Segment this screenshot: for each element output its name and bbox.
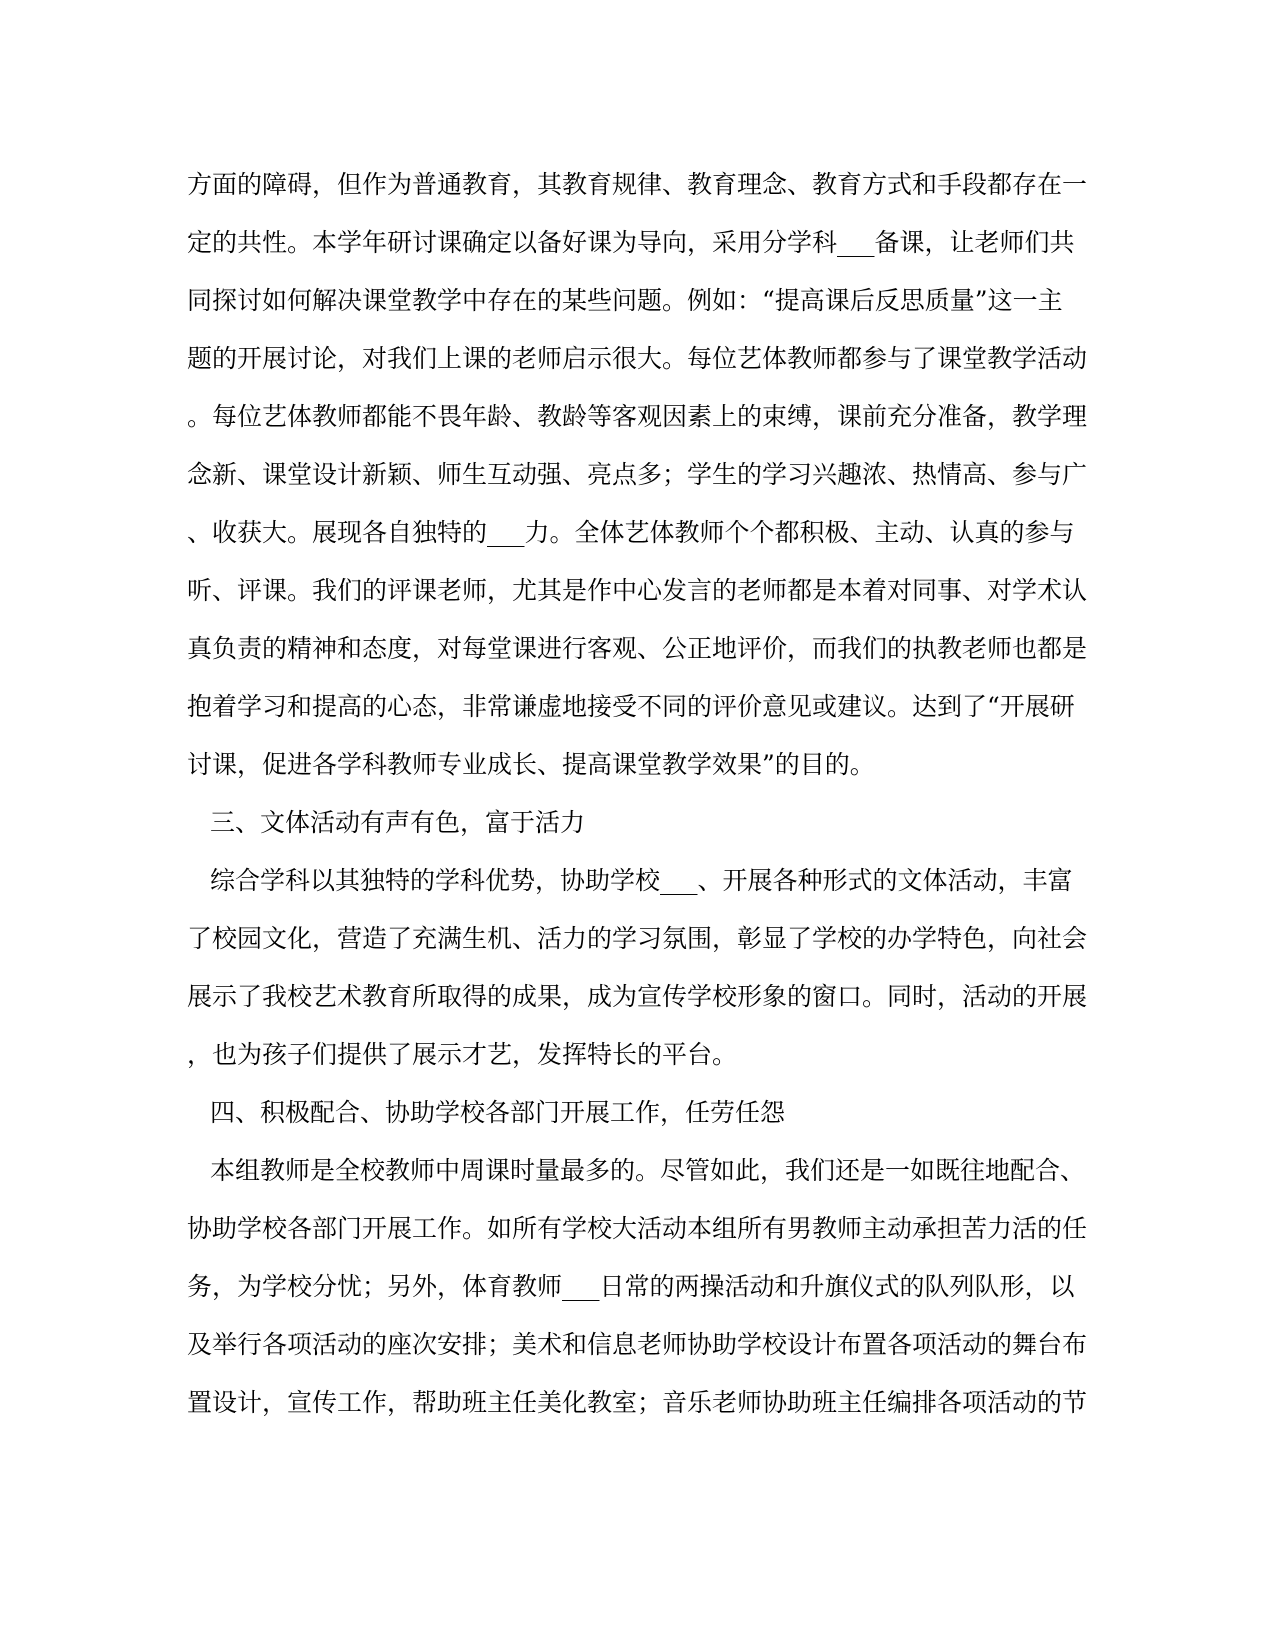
text-line: 念新、课堂设计新颖、师生互动强、亮点多；学生的学习兴趣浓、热情高、参与广	[187, 460, 1088, 489]
text-line: 本组教师是全校教师中周课时量最多的。尽管如此，我们还是一如既往地配合、	[210, 1156, 1086, 1185]
text-line: 展示了我校艺术教育所取得的成果，成为宣传学校形象的窗口。同时，活动的开展	[187, 982, 1088, 1011]
text-line: 真负责的精神和态度，对每堂课进行客观、公正地评价，而我们的执教老师也都是	[187, 634, 1088, 663]
section-heading: 三、文体活动有声有色，富于活力	[210, 808, 586, 837]
section-heading: 四、积极配合、协助学校各部门开展工作，任劳任怨	[210, 1098, 786, 1127]
text-line: 、收获大。展现各自独特的___力。全体艺体教师个个都积极、主动、认真的参与	[187, 518, 1075, 547]
text-line: 听、评课。我们的评课老师，尤其是作中心发言的老师都是本着对同事、对学术认	[187, 576, 1088, 605]
text-line: 同探讨如何解决课堂教学中存在的某些问题。例如：“提高课后反思质量”这一主	[187, 286, 1063, 315]
text-line: 。每位艺体教师都能不畏年龄、教龄等客观因素上的束缚，课前充分准备，教学理	[187, 402, 1088, 431]
text-line: 务，为学校分忧；另外，体育教师___日常的两操活动和升旗仪式的队列队形，以	[187, 1272, 1075, 1301]
text-line: 协助学校各部门开展工作。如所有学校大活动本组所有男教师主动承担苦力活的任	[187, 1214, 1088, 1243]
text-line: 讨课，促进各学科教师专业成长、提高课堂教学效果”的目的。	[187, 750, 875, 779]
text-line: 方面的障碍，但作为普通教育，其教育规律、教育理念、教育方式和手段都存在一	[187, 170, 1088, 199]
text-line: 了校园文化，营造了充满生机、活力的学习氛围，彰显了学校的办学特色，向社会	[187, 924, 1088, 953]
text-line: 综合学科以其独特的学科优势，协助学校___、开展各种形式的文体活动，丰富	[210, 866, 1073, 895]
text-line: 及举行各项活动的座次安排；美术和信息老师协助学校设计布置各项活动的舞台布	[187, 1330, 1088, 1359]
text-line: ，也为孩子们提供了展示才艺，发挥特长的平台。	[187, 1040, 738, 1069]
text-line: 定的共性。本学年研讨课确定以备好课为导向，采用分学科___备课，让老师们共	[187, 228, 1075, 257]
text-line: 题的开展讨论，对我们上课的老师启示很大。每位艺体教师都参与了课堂教学活动	[187, 344, 1088, 373]
text-line: 抱着学习和提高的心态，非常谦虚地接受不同的评价意见或建议。达到了“开展研	[187, 692, 1075, 721]
text-line: 置设计，宣传工作，帮助班主任美化教室；音乐老师协助班主任编排各项活动的节	[187, 1388, 1088, 1417]
